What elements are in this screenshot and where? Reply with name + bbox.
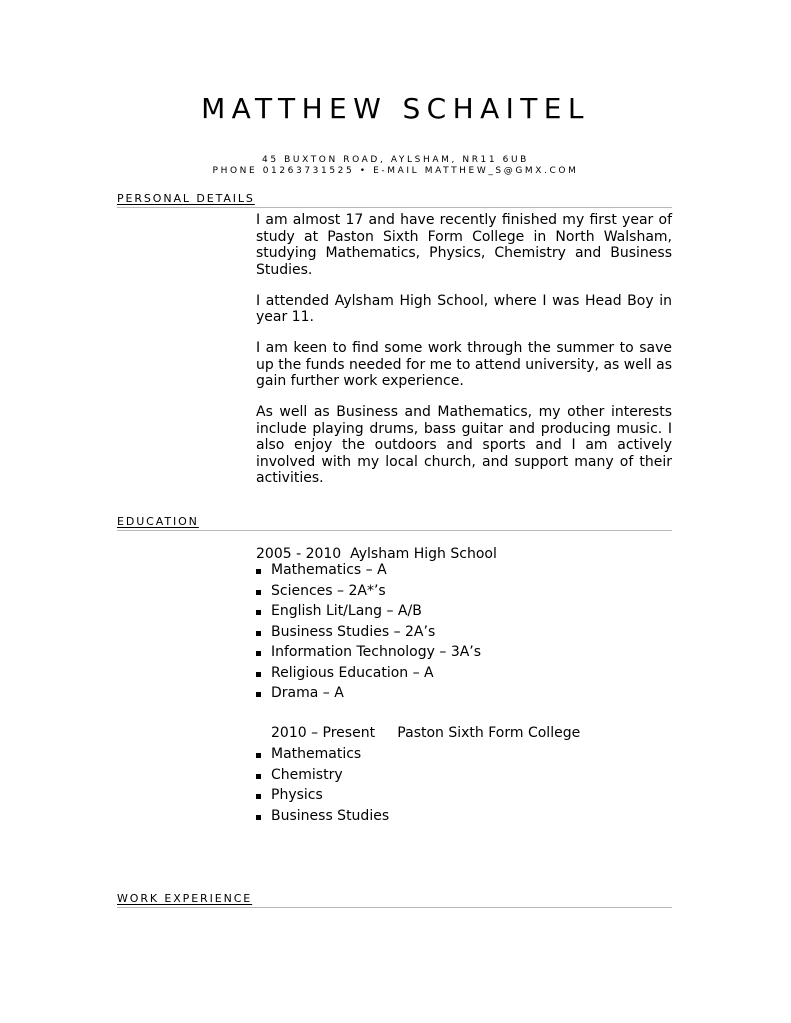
section-title-work: WORK EXPERIENCE [117,892,253,905]
section-divider [117,907,672,908]
subject: Physics [271,787,323,803]
list-item [256,685,672,706]
list-item [256,808,672,829]
subject: Mathematics [271,746,362,762]
section-title-education: EDUCATION [117,515,199,528]
subject-grade: Drama – A [271,685,344,701]
bullet-icon [256,569,261,574]
bullet-icon [256,815,261,820]
personal-paragraph: I am almost 17 and have recently finished my first year of study at Paston Sixth Form College in North Walsham, studying Mathematics, Physics, Chemistry and Business Studies. [256,212,672,278]
subject-grade: Religious Education – A [271,664,434,681]
personal-paragraph: I attended Aylsham High School, where I was Head Boy in year 11. [256,292,672,325]
subject-grade: Mathematics – A [271,562,387,578]
list-item [256,583,672,604]
bullet-icon [256,794,261,799]
list-item [256,787,672,808]
personal-details-header [117,192,672,208]
subject-grade: Business Studies – 2A’s [271,623,436,640]
list-item [256,603,672,624]
section-divider [117,530,672,531]
list-item [256,767,672,788]
bullet-icon [256,631,261,636]
subject: Business Studies [271,807,390,824]
bullet-icon [256,753,261,758]
work-experience-header [117,892,672,908]
list-item [256,746,672,767]
bullet-icon [256,590,261,595]
personal-details-content [256,212,672,501]
contact-line: PHONE 01263731525 • E-MAIL MATTHEW_S@GMX.COM [212,166,579,176]
personal-paragraph: As well as Business and Mathematics, my other interests include playing drums, bass guitar and producing music. I also enjoy the outdoors and sports and I am actively involved with my local church, and support many of their activities. [256,404,672,486]
school-heading: 2005 - 2010 Aylsham High School [256,546,497,562]
list-item [256,665,672,686]
subject-grade: Sciences – 2A*’s [271,582,386,599]
education-header [117,515,672,531]
list-item [256,644,672,665]
college-heading: 2010 – Present Paston Sixth Form College [271,725,581,741]
bullet-icon [256,651,261,656]
personal-paragraph: I am keen to find some work through the summer to save up the funds needed for me to attend university, as well as gain further work experience. [256,340,672,389]
section-divider [117,207,672,208]
resume-name: MATTHEW SCHAITEL [201,92,590,125]
list-item [256,562,672,583]
bullet-icon [256,692,261,697]
subject-grade: Information Technology – 3A’s [271,644,482,660]
section-title-personal: PERSONAL DETAILS [117,192,255,205]
list-item [256,624,672,645]
college-subject-list [256,746,672,828]
bullet-icon [256,672,261,677]
address-line: 45 BUXTON ROAD, AYLSHAM, NR11 6UB [262,155,529,165]
subject-grade: English Lit/Lang – A/B [271,603,422,619]
subject: Chemistry [271,766,343,783]
school-subject-list [256,562,672,706]
bullet-icon [256,774,261,779]
bullet-icon [256,610,261,615]
